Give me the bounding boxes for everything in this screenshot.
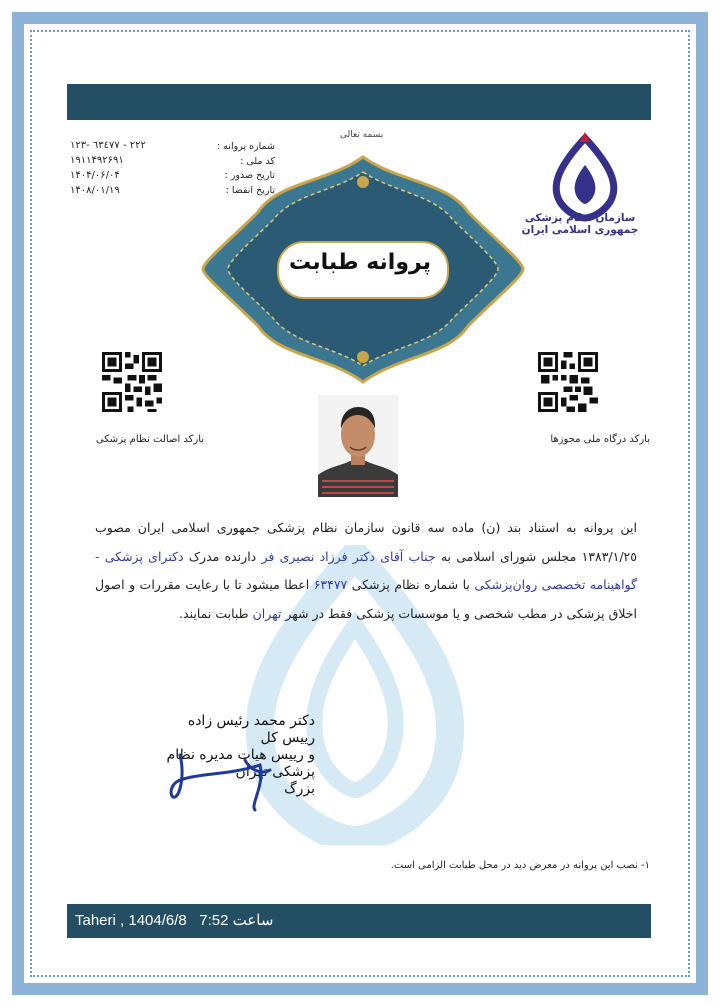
body-part-2: دارنده مدرک bbox=[183, 548, 262, 564]
license-number: ٢٢٢ - ٦٣٤٧٧ -١٢٣ bbox=[70, 140, 146, 151]
barcode-authenticity-label: بارکد اصالت نظام پزشکی bbox=[95, 434, 205, 445]
handwritten-signature bbox=[150, 725, 310, 815]
medical-council-number: ۶٣۴٧٧ bbox=[313, 577, 348, 592]
issue-date: ١۴٠۴/٠۶/٠۴ bbox=[70, 170, 120, 181]
degree: دکترای پزشکی - گواهینامه تخصصی روان‌پزشکی bbox=[95, 548, 637, 592]
header-bar bbox=[67, 84, 651, 120]
organization-name: سازمان نظام پزشکی جمهوری اسلامی ایران bbox=[521, 212, 639, 236]
national-code: ١٩١١۴٩٢۶٩١ bbox=[70, 155, 124, 166]
body-part-1: این پروانه به استناد بند (ن) ماده سه قانون سازمان نظام پزشکی جمهوری اسلامی ایران مصوب ١٣٨٣/١/٢٥ مجلس شورای اسلامی به bbox=[95, 520, 637, 564]
license-values bbox=[70, 138, 180, 198]
doctor-photo bbox=[318, 395, 398, 497]
basmala: بسمه تعالی bbox=[340, 130, 384, 140]
body-part-5: طبابت نمایند. bbox=[179, 605, 253, 621]
license-body-text bbox=[95, 514, 637, 628]
signatory-name: دکتر محمد رئیس زاده bbox=[187, 713, 315, 729]
qr-code-right-icon bbox=[538, 352, 598, 412]
barcode-national-portal-label: بارکد درگاه ملی مجوزها bbox=[550, 434, 650, 445]
label-issue-date: تاریخ صدور : bbox=[224, 170, 275, 181]
footnote: ١- نصب این پروانه در معرض دید در محل طبابت الزامی است. bbox=[390, 860, 650, 871]
body-part-4: اعطا میشود تا با رعایت مقررات و اصول اخلاق پزشکی در مطب شخصی و یا موسسات پزشکی فقط در شهر bbox=[95, 577, 637, 621]
city: تهران bbox=[252, 605, 282, 621]
footer-timestamp: Taheri , 1404/6/8 7:52 ساعت bbox=[75, 912, 274, 929]
label-national-code: کد ملی : bbox=[240, 155, 275, 167]
signatory-role-2: و رییس هیات مدیره نظام پزشکی تهران bbox=[166, 747, 315, 780]
signatory-role-3: بزرگ bbox=[284, 781, 315, 797]
holder-name: جناب آقای دکتر فرزاد نصیری فر bbox=[261, 548, 436, 564]
expiry-date: ١۴٠٨/٠١/١٩ bbox=[70, 185, 120, 196]
qr-code-left-icon bbox=[102, 352, 162, 412]
label-license-number: شماره پروانه : bbox=[216, 141, 275, 152]
label-expiry-date: تاریخ انقضا : bbox=[225, 184, 275, 196]
body-part-3: با شماره نظام پزشکی bbox=[347, 577, 475, 592]
document-title: پروانه طبابت bbox=[289, 250, 431, 275]
signatory-role-1: رییس کل bbox=[260, 730, 315, 746]
